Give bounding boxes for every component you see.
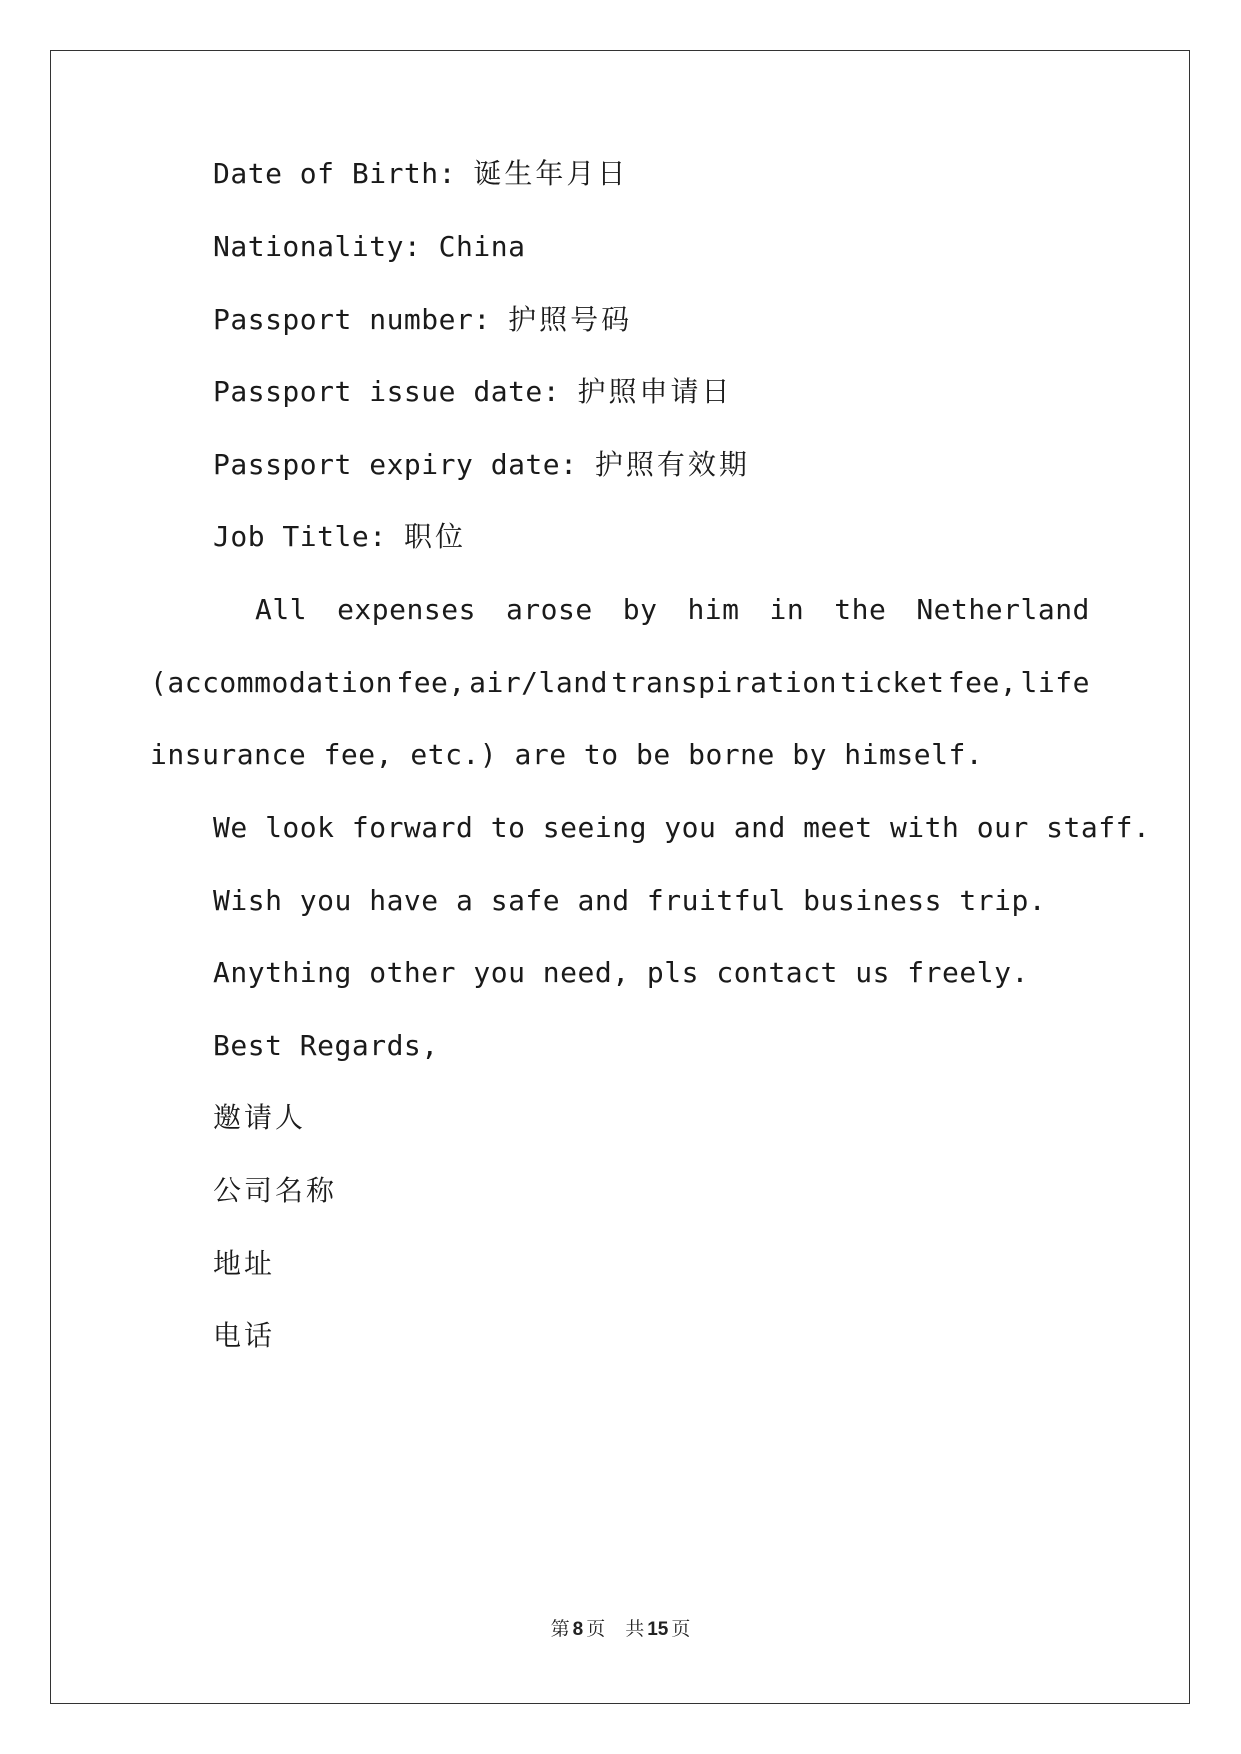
field-label: Passport issue date: (213, 375, 578, 408)
closing-look-forward: We look forward to seeing you and meet with our staff. (213, 811, 1151, 844)
field-job-title (213, 519, 466, 555)
field-value: 护照申请日 (577, 375, 733, 408)
signature-company-name: 公司名称 (213, 1174, 338, 1207)
word: All (255, 593, 308, 626)
signature-inviter: 邀请人 (213, 1101, 307, 1134)
footer-total-prefix: 共 (625, 1618, 645, 1640)
expenses-line-3: insurance fee, etc.) are to be borne by himself. (150, 738, 984, 771)
field-value: 护照号码 (508, 303, 633, 336)
current-page-number: 8 (572, 1619, 584, 1640)
word: fee, (947, 666, 1018, 699)
field-label: Passport number: (213, 303, 509, 336)
expenses-line-1 (255, 592, 1090, 628)
field-passport-number (213, 302, 632, 338)
page-border (50, 50, 1190, 1704)
field-label: Nationality: (213, 230, 439, 263)
field-label: Date of Birth: (213, 157, 474, 190)
word: air/land (469, 666, 608, 699)
field-value: China (438, 230, 526, 263)
word: by (622, 593, 658, 626)
field-passport-expiry-date (213, 447, 750, 483)
field-label: Job Title: (213, 520, 404, 553)
field-nationality (213, 229, 525, 265)
footer-page-unit: 页 (586, 1618, 606, 1640)
footer-prefix: 第 (550, 1618, 570, 1640)
word: fee, (396, 666, 466, 699)
field-value: 职位 (403, 520, 466, 553)
field-value: 诞生年月日 (473, 157, 629, 190)
word: life (1020, 666, 1090, 699)
closing-regards: Best Regards, (213, 1029, 439, 1062)
expenses-line-2 (150, 665, 1090, 701)
word: the (834, 593, 887, 626)
word: in (769, 593, 805, 626)
word: Netherland (916, 593, 1090, 626)
word: transpiration (611, 666, 837, 699)
signature-address: 地址 (213, 1247, 276, 1280)
page-footer (0, 1614, 1241, 1641)
signature-phone: 电话 (213, 1319, 276, 1352)
closing-contact: Anything other you need, pls contact us freely. (213, 956, 1029, 989)
closing-wish: Wish you have a safe and fruitful business trip. (213, 884, 1047, 917)
field-value: 护照有效期 (594, 448, 750, 481)
field-label: Passport expiry date: (213, 448, 595, 481)
word: him (687, 593, 740, 626)
word: (accommodation (150, 666, 394, 699)
field-passport-issue-date (213, 374, 733, 410)
word: expenses (337, 593, 476, 626)
footer-total-unit: 页 (671, 1618, 691, 1640)
word: arose (505, 593, 593, 626)
field-date-of-birth (213, 156, 628, 192)
total-page-number: 15 (647, 1619, 669, 1640)
word: ticket (840, 666, 945, 699)
